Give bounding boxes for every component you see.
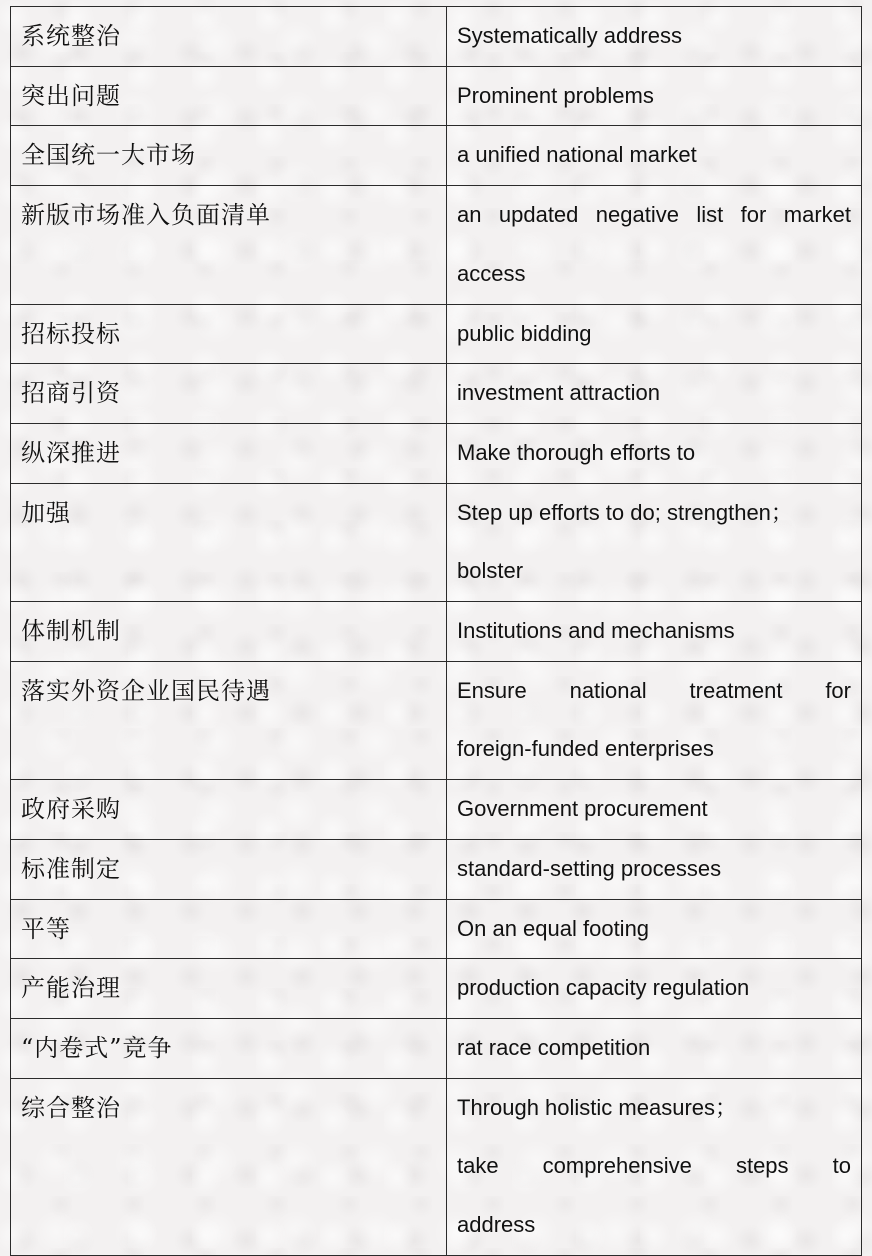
chinese-term: 体制机制	[11, 602, 447, 662]
translation-line: Government procurement	[457, 796, 708, 822]
chinese-term: 标准制定	[11, 839, 447, 899]
table-row	[11, 1018, 862, 1078]
chinese-term: “内卷式”竞争	[11, 1018, 447, 1078]
glossary-table	[10, 6, 862, 1256]
translation-line: Prominent problems	[457, 82, 654, 108]
table-row	[11, 126, 862, 186]
english-translation	[447, 661, 862, 779]
english-translation	[447, 66, 862, 126]
chinese-term: 招商引资	[11, 364, 447, 424]
table-row	[11, 899, 862, 959]
english-translation	[447, 126, 862, 186]
table-row	[11, 423, 862, 483]
english-translation	[447, 364, 862, 424]
chinese-term: 平等	[11, 899, 447, 959]
table-row	[11, 959, 862, 1019]
chinese-term: 落实外资企业国民待遇	[11, 661, 447, 779]
chinese-term: 新版市场准入负面清单	[11, 186, 447, 304]
translation-line: Ensure national treatment for	[457, 677, 851, 703]
english-translation	[447, 780, 862, 840]
table-row	[11, 1078, 862, 1255]
english-translation	[447, 839, 862, 899]
translation-line: investment attraction	[457, 380, 660, 406]
translation-line: bolster	[457, 558, 524, 584]
translation-line: a unified national market	[457, 142, 697, 168]
english-translation	[447, 186, 862, 304]
english-translation	[447, 483, 862, 601]
translation-line: Systematically address	[457, 23, 682, 48]
translation-line: foreign-funded enterprises	[457, 736, 714, 762]
chinese-term: 招标投标	[11, 304, 447, 364]
chinese-term: 系统整治	[11, 7, 447, 67]
english-translation	[447, 423, 862, 483]
translation-line: Make thorough efforts to	[457, 439, 696, 465]
table-row	[11, 7, 862, 67]
table-row	[11, 364, 862, 424]
chinese-term: 全国统一大市场	[11, 126, 447, 186]
chinese-term: 突出问题	[11, 66, 447, 126]
chinese-term: 加强	[11, 483, 447, 601]
chinese-term: 政府采购	[11, 780, 447, 840]
table-row	[11, 66, 862, 126]
translation-line: public bidding	[457, 320, 592, 346]
translation-line: standard-setting processes	[457, 855, 722, 881]
table-row	[11, 483, 862, 601]
translation-line: production capacity regulation	[457, 975, 750, 1001]
translation-line: Institutions and mechanisms	[457, 618, 735, 644]
translation-line: take comprehensive steps to	[457, 1153, 851, 1179]
translation-line: access	[457, 260, 526, 286]
chinese-term: 综合整治	[11, 1078, 447, 1255]
english-translation	[447, 1018, 862, 1078]
translation-line: rat race competition	[457, 1034, 651, 1060]
translation-line: On an equal footing	[457, 915, 650, 941]
english-translation	[447, 602, 862, 662]
translation-line: an updated negative list for market	[457, 202, 851, 228]
table-row	[11, 602, 862, 662]
table-row	[11, 839, 862, 899]
english-translation	[447, 899, 862, 959]
table-row	[11, 304, 862, 364]
english-translation	[447, 1078, 862, 1255]
english-translation	[447, 959, 862, 1019]
english-translation	[447, 7, 862, 67]
table-row	[11, 661, 862, 779]
chinese-term: 纵深推进	[11, 423, 447, 483]
table-row	[11, 780, 862, 840]
translation-line: Step up efforts to do; strengthen；	[457, 499, 793, 525]
chinese-term: 产能治理	[11, 959, 447, 1019]
english-translation	[447, 304, 862, 364]
translation-line: Through holistic measures；	[457, 1094, 738, 1120]
table-row	[11, 186, 862, 304]
translation-line: address	[457, 1212, 536, 1238]
